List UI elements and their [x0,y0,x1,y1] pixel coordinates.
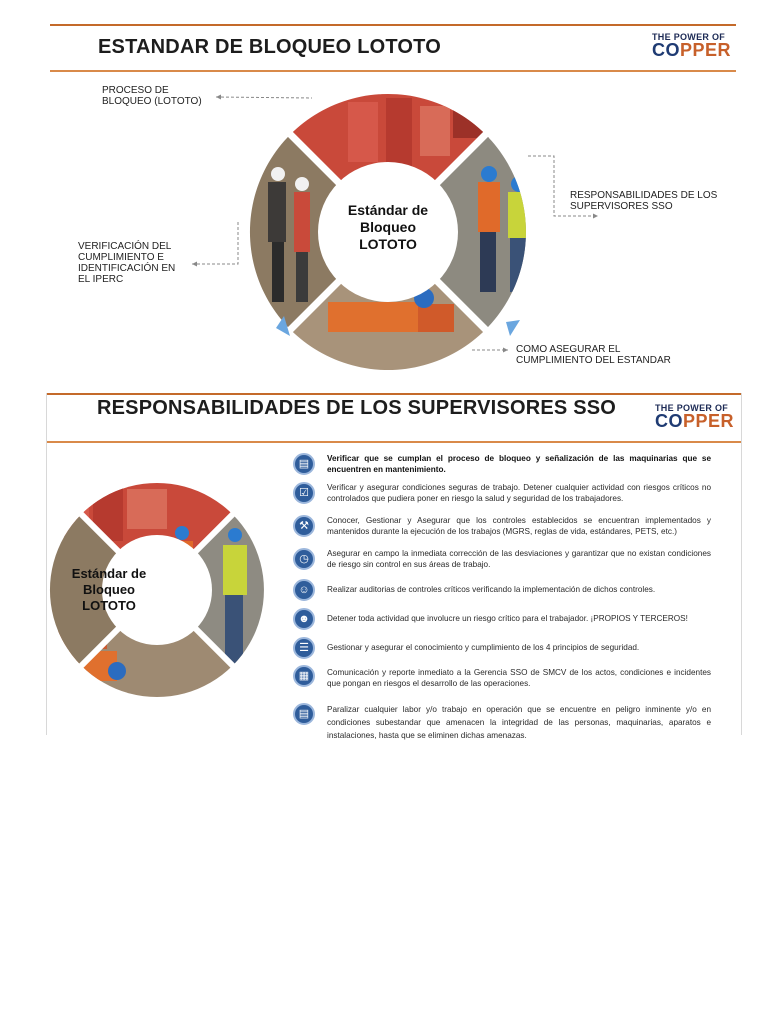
slide-supervisor-responsibilities [46,393,742,740]
checklist-icon: ☰ [293,637,315,659]
wrench-icon: ⚒ [293,515,315,537]
person-icon: ☺ [293,579,315,601]
callout-lockout-process: PROCESO DE BLOQUEO (LOTOTO) [102,85,202,107]
callout-verification: VERIFICACIÓN DEL CUMPLIMIENTO E IDENTIFICACIÓN EN EL IPERC [78,241,176,285]
group-icon: ☻ [293,608,315,630]
top-rule [47,393,741,395]
wheel-center-title: Estándar de Bloqueo LOTOTO [71,566,147,613]
item-text: Detener toda actividad que involucre un riesgo crítico para el trabajador. ¡PROPIOS Y TERCEROS! [327,614,688,623]
lock-icon: ☑ [293,482,315,504]
report-icon: ▦ [293,665,315,687]
item-text: Verificar que se cumplan el proceso de bloqueo y señalización de las maquinarias que se encuentren en mantenimiento. [327,454,711,474]
slide-title: ESTANDAR DE BLOQUEO LOTOTO [98,36,441,58]
wheel-center-title: Estándar de Bloqueo LOTOTO [347,202,429,252]
item-text: Verificar y asegurar condiciones seguras de trabajo. Detener cualquier actividad con riesgos críticos no controlados que pudiera poner en riesgo la salud y seguridad de los trabajadores. [327,483,711,503]
document-icon: ▤ [293,703,315,725]
slide-title: RESPONSABILIDADES DE LOS SUPERVISORES SSO [97,397,617,419]
callout-supervisor-responsibilities: RESPONSABILIDADES DE LOS SUPERVISORES SSO [570,190,718,212]
header-rule [47,441,741,443]
clock-icon: ◷ [293,548,315,570]
item-text: Realizar auditorias de controles críticos verificando la implementación de dichos controles. [327,585,656,594]
callout-ensure-compliance: COMO ASEGURAR EL CUMPLIMIENTO DEL ESTANDAR [516,344,671,366]
item-text: Asegurar en campo la inmediata corrección de las desviaciones y garantizar que no existan condiciones de riesgo sin control en sus áreas de trabajo. [327,549,711,569]
item-text: Paralizar cualquier labor y/o trabajo en operación que se encuentre en peligro inminente y/o en condiciones subestandar que amenacen la integridad de las personas, maquinarias, aparatos e instalaciones, hasta que se eliminen dichas amenazas. [327,705,711,740]
brand-logo: THE POWER OF COPPER [652,32,732,60]
document-icon: ▤ [293,453,315,475]
slide-lototo-standard [50,24,736,370]
item-text: Gestionar y asegurar el conocimiento y cumplimiento de los 4 principios de seguridad. [327,643,640,652]
brand-logo: THE POWER OF COPPER [655,403,735,431]
item-text: Comunicación y reporte inmediato a la Gerencia SSO de SMCV de los actos, condiciones e incidentes que pongan en riesgos el desarrollo de las operaciones. [327,668,711,688]
item-text: Conocer, Gestionar y Asegurar que los controles establecidos se encuentran implementados y mantenidos durante la ejecución de los trabajos (MGRS, reglas de vida, estándares, PETS, etc.) [327,516,711,536]
